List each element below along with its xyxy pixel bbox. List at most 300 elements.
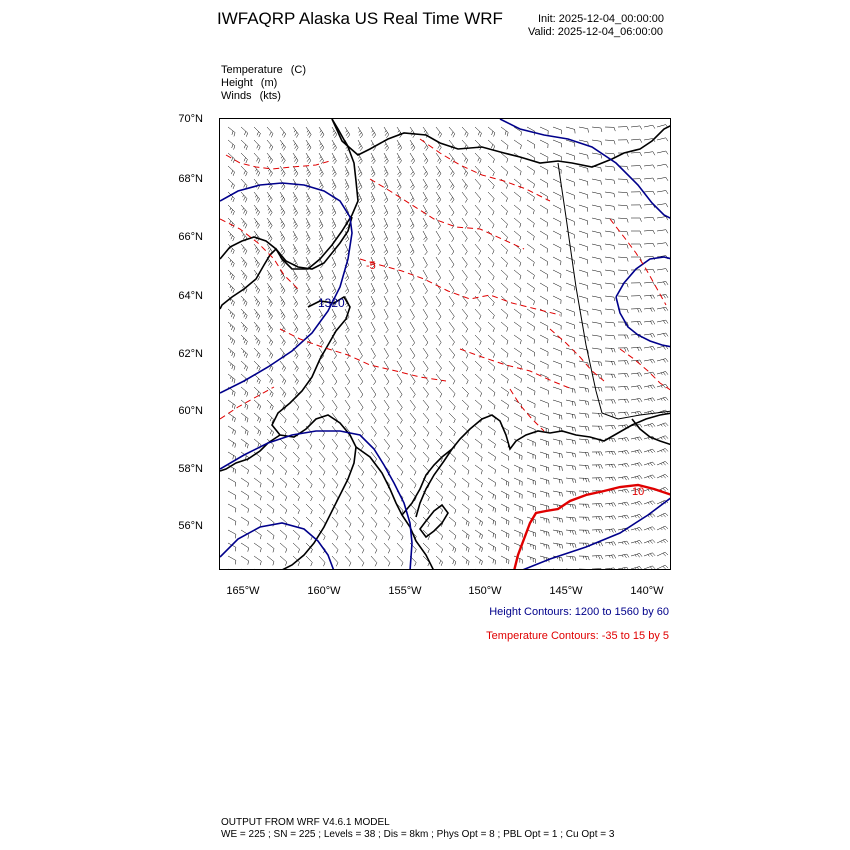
- wind-barb: [371, 400, 376, 411]
- wind-barb: [566, 400, 575, 406]
- wind-barb: [371, 166, 375, 177]
- wind-barb: [384, 205, 388, 216]
- wind-barb: [254, 309, 260, 319]
- wind-barb: [566, 374, 575, 380]
- wind-barb: [540, 400, 548, 407]
- wind-barb: [592, 218, 601, 224]
- wind-barb: [566, 179, 574, 186]
- wind-barb: [527, 478, 536, 485]
- wind-barb: [306, 218, 310, 229]
- wind-barb: [553, 231, 561, 239]
- wind-barb: [254, 257, 260, 268]
- lat-label-56: 56°N: [178, 520, 203, 532]
- wind-barb: [475, 192, 481, 202]
- wind-barb: [475, 270, 481, 280]
- wind-barb: [553, 569, 563, 570]
- wind-barb: [670, 448, 671, 452]
- wind-barb: [397, 465, 403, 475]
- wind-barb: [423, 179, 428, 190]
- footer-config: WE = 225 ; SN = 225 ; Levels = 38 ; Dis = 8km ; Phys Opt = 8 ; PBL Opt = 1 ; Cu Opt = 3: [221, 829, 615, 840]
- wind-barb: [254, 478, 261, 487]
- wind-barb: [280, 452, 287, 462]
- wind-barb: [670, 409, 671, 413]
- wind-barb: [579, 192, 588, 199]
- wind-barb: [618, 541, 629, 545]
- wind-barb: [449, 309, 454, 320]
- wind-barb: [514, 270, 521, 280]
- wind-barb: [644, 334, 655, 338]
- wind-barb: [631, 527, 642, 531]
- wind-barb: [436, 543, 443, 553]
- wind-barb: [644, 423, 655, 427]
- wind-barb: [475, 231, 481, 242]
- wind-barb: [475, 309, 481, 319]
- wind-barb: [436, 153, 441, 164]
- wind-barb: [371, 517, 377, 527]
- wind-barb: [527, 309, 535, 318]
- wind-barb: [436, 244, 441, 255]
- wind-barb: [501, 335, 508, 345]
- wind-barb: [592, 400, 602, 404]
- wind-barb: [358, 517, 364, 527]
- wind-barb: [293, 218, 298, 229]
- wind-barb: [332, 452, 338, 462]
- wind-barb: [579, 335, 588, 341]
- wind-barb: [605, 555, 616, 559]
- wind-barb: [618, 270, 628, 274]
- wind-barb: [475, 517, 483, 526]
- wind-barb: [449, 530, 456, 540]
- wind-barb: [644, 372, 655, 376]
- wind-barb: [319, 127, 324, 138]
- wind-barb: [553, 530, 563, 536]
- wind-barb: [436, 127, 442, 138]
- wind-barb: [462, 270, 467, 281]
- wind-barb: [280, 309, 285, 320]
- wind-barb: [566, 439, 576, 444]
- wind-barb: [254, 205, 260, 216]
- wind-barb: [566, 478, 576, 483]
- wind-barb: [384, 517, 390, 527]
- wind-barb: [397, 426, 403, 437]
- wind-barb: [605, 568, 616, 570]
- temp-contour-9: [550, 329, 604, 381]
- height-contour-6: [616, 257, 671, 297]
- wind-barb: [618, 257, 628, 262]
- wind-barb: [462, 400, 469, 410]
- wind-barb: [345, 335, 349, 346]
- wind-barb: [514, 426, 522, 434]
- wind-barb: [254, 296, 260, 306]
- wind-barb: [553, 322, 561, 330]
- wind-barb: [241, 270, 247, 280]
- wind-barb: [423, 335, 428, 346]
- wind-barb: [553, 491, 563, 497]
- wind-barb: [514, 205, 521, 215]
- wind-barb: [371, 556, 377, 566]
- wind-barb: [462, 439, 469, 449]
- wind-barb: [267, 205, 272, 216]
- wind-barb: [605, 542, 616, 546]
- wind-barb: [423, 205, 427, 216]
- wind-barb: [579, 179, 588, 186]
- wind-barb: [605, 451, 616, 455]
- wind-barb: [566, 127, 575, 133]
- wind-barb: [527, 192, 534, 201]
- wind-barb: [397, 361, 402, 372]
- wind-barb: [397, 335, 402, 346]
- lon-label-155: 155°W: [388, 585, 422, 597]
- wind-barb: [397, 413, 402, 424]
- wind-barb: [475, 374, 482, 384]
- wind-barb: [306, 244, 310, 255]
- wind-barb: [566, 491, 576, 496]
- wind-barb: [449, 257, 454, 268]
- wind-barb: [384, 387, 389, 398]
- wind-barb: [592, 322, 602, 328]
- height-contour-note: Height Contours: 1200 to 1560 by 60: [489, 606, 669, 618]
- wind-barb: [384, 439, 390, 450]
- wind-barb: [657, 151, 668, 154]
- wind-barb: [345, 543, 351, 553]
- wind-barb: [397, 569, 403, 570]
- wind-barb: [475, 530, 483, 539]
- wind-barb: [553, 296, 561, 304]
- wind-barb: [267, 270, 272, 281]
- wind-barb: [410, 140, 415, 151]
- wind-barb: [657, 539, 668, 543]
- wind-barb: [397, 322, 401, 333]
- wind-barb: [228, 179, 235, 189]
- wind-barb: [384, 244, 388, 255]
- wind-barb: [579, 387, 589, 392]
- wind-barb: [293, 491, 300, 501]
- wind-barb: [254, 218, 260, 229]
- wind-barb: [501, 556, 509, 564]
- wind-barb: [657, 436, 668, 440]
- wind-barb: [345, 361, 350, 372]
- wind-barb: [540, 478, 549, 485]
- wind-barb: [527, 543, 536, 550]
- wind-barb: [241, 556, 249, 565]
- wind-barb: [254, 335, 260, 345]
- wind-barb: [306, 478, 312, 488]
- wind-barb: [631, 283, 642, 287]
- wind-barb: [592, 530, 603, 534]
- wind-barb: [332, 348, 337, 359]
- wind-barb: [358, 283, 362, 294]
- wind-barb: [228, 257, 234, 267]
- wind-barb: [397, 257, 401, 268]
- wind-barb: [579, 166, 588, 172]
- wind-barb: [267, 452, 274, 462]
- wind-barb: [371, 543, 377, 553]
- wind-barb: [605, 400, 616, 404]
- wind-barb: [618, 567, 629, 570]
- wind-barb: [423, 166, 428, 177]
- field-winds-unit: (kts): [259, 90, 281, 102]
- wind-barb: [553, 348, 561, 355]
- wind-barb: [566, 504, 576, 509]
- wind-barb: [540, 361, 548, 369]
- wind-barb: [579, 530, 589, 534]
- wind-barb: [670, 268, 671, 272]
- wind-barb: [540, 296, 548, 305]
- wind-barb: [436, 426, 442, 436]
- wind-barb: [241, 400, 248, 410]
- wind-barb: [462, 205, 467, 216]
- wind-barb: [358, 218, 362, 229]
- wind-barb: [358, 400, 363, 411]
- height-contour-4: [520, 497, 671, 570]
- wind-barb: [644, 165, 655, 169]
- wind-barb: [332, 179, 336, 190]
- wind-barb: [319, 270, 323, 281]
- wind-barb: [657, 359, 668, 363]
- wind-barb: [345, 413, 350, 424]
- wind-barb: [553, 166, 561, 174]
- wind-barb: [579, 400, 589, 405]
- wind-barb: [449, 426, 455, 436]
- wind-barb: [579, 153, 588, 159]
- wind-barb: [501, 361, 508, 370]
- wind-barb: [293, 231, 298, 242]
- wind-barb: [254, 517, 261, 526]
- wind-barb: [384, 335, 388, 346]
- wind-barb: [605, 477, 616, 481]
- wind-barb: [397, 244, 401, 255]
- wind-barb: [527, 348, 535, 356]
- wind-barb: [267, 400, 273, 410]
- wind-barb: [410, 322, 415, 333]
- wind-barb: [228, 309, 235, 319]
- wind-barb: [449, 400, 455, 410]
- wind-barb: [592, 205, 601, 211]
- wind-barb: [345, 387, 350, 398]
- wind-barb: [384, 426, 389, 437]
- wind-barb: [579, 478, 589, 482]
- wind-barb: [449, 387, 455, 397]
- wind-barb: [319, 452, 325, 462]
- wind-barb: [397, 205, 401, 216]
- wind-barb: [228, 231, 234, 241]
- wind-barb: [384, 556, 390, 566]
- wind-barb: [553, 361, 561, 368]
- lat-label-70: 70°N: [178, 113, 203, 125]
- wind-barb: [527, 283, 534, 292]
- wind-barb: [475, 504, 482, 513]
- wind-barb: [397, 218, 401, 229]
- wind-barb: [345, 192, 349, 203]
- field-height-name: Height: [221, 77, 253, 89]
- wind-barb: [267, 374, 273, 384]
- wind-barb: [293, 153, 298, 164]
- wind-barb: [462, 374, 468, 384]
- wind-barb: [410, 439, 416, 449]
- wind-barb: [475, 127, 482, 137]
- wind-barb: [319, 361, 324, 372]
- wind-barb: [449, 296, 454, 307]
- wind-barb: [592, 426, 602, 430]
- wind-barb: [449, 556, 456, 566]
- wind-barb: [267, 140, 273, 150]
- wind-barb: [631, 309, 642, 313]
- wind-barb: [527, 452, 535, 459]
- wind-barb: [358, 166, 362, 177]
- wind-barb: [410, 179, 414, 190]
- wind-barb: [501, 374, 508, 383]
- wind-barb: [670, 500, 671, 504]
- wind-barb: [397, 374, 402, 385]
- wind-barb: [332, 218, 336, 229]
- wind-barb: [397, 400, 402, 411]
- wind-barb: [358, 361, 363, 372]
- wind-barb: [397, 439, 403, 450]
- wind-barb: [280, 179, 285, 190]
- wind-barb: [280, 478, 287, 488]
- wind-barb: [371, 244, 375, 255]
- wind-barb: [475, 244, 481, 255]
- valid-time: Valid: 2025-12-04_06:00:00: [528, 26, 663, 38]
- wind-barb: [462, 127, 468, 137]
- wind-barb: [267, 426, 274, 436]
- wind-barb: [527, 166, 535, 175]
- wind-barb: [488, 361, 495, 371]
- wind-barb: [618, 438, 629, 442]
- wind-barb: [670, 177, 671, 180]
- wind-barb: [579, 270, 588, 277]
- wind-barb: [254, 530, 261, 539]
- wind-barb: [371, 322, 375, 333]
- wind-barb: [657, 138, 668, 141]
- wind-barb: [540, 517, 549, 523]
- wind-barb: [488, 283, 494, 293]
- wind-barb: [254, 153, 260, 163]
- wind-barb: [592, 517, 603, 521]
- wind-barb: [423, 257, 427, 268]
- wind-barb: [410, 257, 414, 268]
- wind-barb: [488, 166, 494, 176]
- wind-barb: [501, 192, 508, 202]
- wind-barb: [384, 166, 388, 177]
- kenai: [416, 449, 452, 517]
- wind-barb: [631, 501, 642, 505]
- wind-barb: [423, 283, 428, 294]
- wind-barb: [566, 270, 574, 277]
- wind-barb: [514, 465, 522, 473]
- wind-barb: [332, 517, 338, 527]
- wind-barb: [657, 320, 668, 324]
- wind-barb: [254, 491, 261, 500]
- wind-barb: [657, 474, 668, 478]
- wind-barb: [657, 282, 668, 286]
- wind-barb: [332, 257, 336, 268]
- wind-barb: [644, 475, 655, 479]
- wind-barb: [631, 398, 642, 402]
- lat-label-64: 64°N: [178, 290, 203, 302]
- wind-barb: [345, 439, 351, 450]
- wind-barb: [254, 465, 261, 474]
- wind-barb: [423, 426, 429, 436]
- wind-barb: [293, 413, 299, 423]
- wind-barb: [358, 127, 363, 138]
- wind-barb: [371, 465, 377, 476]
- wind-barb: [280, 153, 285, 164]
- wind-barb: [436, 231, 441, 242]
- lon-label-140: 140°W: [630, 585, 664, 597]
- wind-barb: [566, 543, 576, 548]
- wind-barb: [345, 400, 350, 411]
- wind-barb: [358, 543, 364, 553]
- wind-barb: [501, 413, 509, 422]
- wind-barb: [579, 257, 588, 264]
- wind-barb: [332, 439, 338, 450]
- wind-barb: [332, 465, 338, 475]
- wind-barb: [293, 309, 298, 320]
- wind-barb: [488, 309, 494, 319]
- wind-barb: [644, 178, 655, 182]
- wind-barb: [410, 153, 415, 164]
- wind-barb: [241, 504, 249, 513]
- wind-barb: [280, 530, 287, 540]
- wind-barb: [475, 257, 481, 268]
- wind-barb: [501, 257, 508, 267]
- wind-barb: [501, 309, 508, 319]
- wind-barb: [436, 166, 441, 177]
- wind-barb: [293, 452, 299, 462]
- wind-barb: [423, 361, 428, 372]
- wind-barb: [631, 231, 641, 235]
- wind-barb: [410, 348, 415, 359]
- wind-barb: [540, 140, 548, 148]
- wind-barb: [410, 569, 416, 570]
- wind-barb: [293, 465, 299, 475]
- wind-barb: [631, 567, 642, 571]
- wind-barb: [267, 127, 273, 137]
- wind-barb: [423, 218, 427, 229]
- wind-barb: [644, 346, 655, 350]
- wind-barb: [540, 569, 549, 570]
- wind-barb: [488, 127, 495, 137]
- wind-barb: [449, 491, 456, 501]
- wind-barb: [670, 242, 671, 245]
- lat-label-58: 58°N: [178, 463, 203, 475]
- wind-barb: [579, 127, 589, 133]
- wind-barb: [436, 205, 441, 216]
- wind-barb: [397, 270, 401, 281]
- wind-barb: [670, 190, 671, 193]
- wind-barb: [605, 205, 615, 210]
- wind-barb: [579, 283, 588, 290]
- wind-barb: [384, 348, 389, 359]
- wind-barb: [527, 231, 534, 240]
- temp-contour-4: [370, 179, 524, 249]
- wind-barb: [358, 205, 362, 216]
- wind-barb: [358, 413, 363, 424]
- wind-barb: [345, 127, 350, 138]
- wind-barb: [488, 452, 496, 461]
- wind-barb: [384, 491, 390, 501]
- wind-barb: [566, 361, 575, 368]
- wind-barb: [579, 413, 589, 418]
- wind-barb: [670, 384, 671, 388]
- wind-barb: [657, 217, 668, 221]
- wind-barb: [436, 218, 441, 229]
- wind-barb: [280, 335, 285, 346]
- wind-barb: [267, 504, 274, 513]
- wind-barb: [462, 530, 469, 539]
- wind-barb: [644, 398, 655, 402]
